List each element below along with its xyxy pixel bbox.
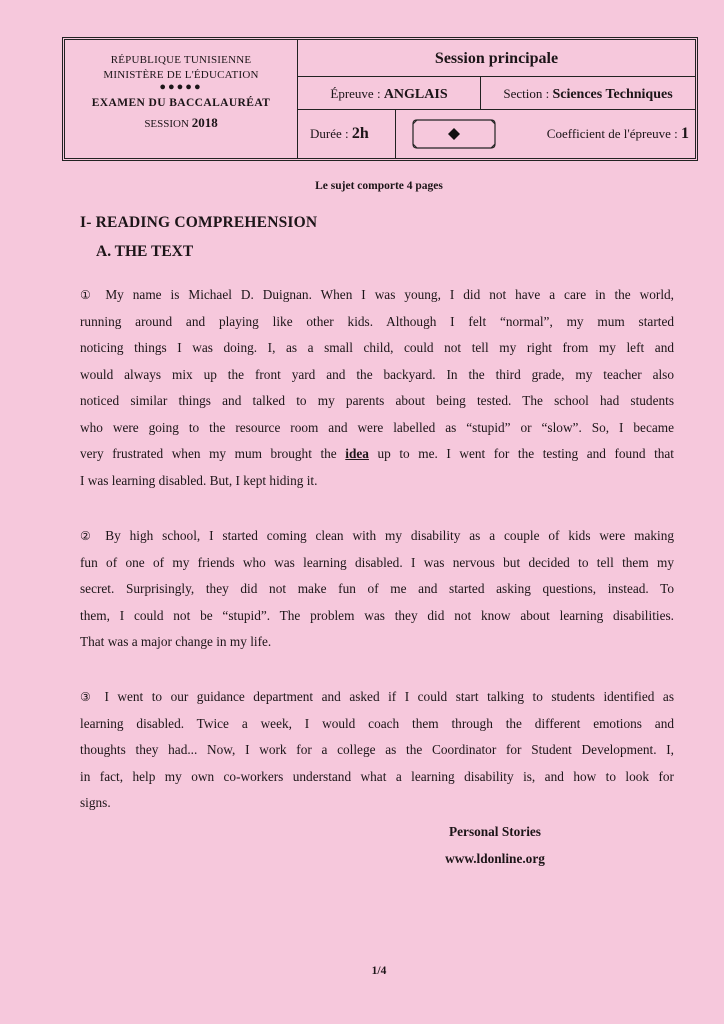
paragraph-line: ② By high school, I started coming clean with my disability as a couple of kids were making <box>80 528 674 543</box>
coefficient-value: 1 <box>681 125 689 142</box>
duree-field: Durée : 2h <box>298 110 396 158</box>
paragraph-2 <box>80 523 674 656</box>
paragraph-line: would always mix up the front yard and the backyard. In the third grade, my teacher also <box>80 366 674 382</box>
paragraph-number: ① <box>80 288 97 302</box>
paragraph-line: running around and playing like other kids. Although I felt “normal”, my mum started <box>80 313 674 329</box>
epreuve-value: ANGLAIS <box>383 87 448 102</box>
duration-row <box>298 110 695 158</box>
section-value: Sciences Techniques <box>552 87 673 102</box>
paragraph-line: secret. Surprisingly, they did not make fun of me and started asking questions, instead. To <box>80 581 674 596</box>
paragraph-number: ② <box>80 529 97 543</box>
subject-page-count: Le sujet comporte 4 pages <box>315 180 443 192</box>
source-url: www.ldonline.org <box>445 851 545 866</box>
paragraph-line: them, I could not be “stupid”. The problem was they did not know about learning disabilities. <box>80 607 674 623</box>
session-year: SESSION 2018 <box>144 115 218 130</box>
paragraph-line: signs. <box>80 795 111 810</box>
page-number: 1/4 <box>371 965 387 977</box>
section-field: Section : Sciences Techniques <box>503 86 673 102</box>
paragraph-line: noticing things I was doing. I, as a small child, could not tell my right from my left and <box>80 340 674 355</box>
section-title: I- READING COMPREHENSION <box>80 214 318 231</box>
diamond-icon <box>411 118 497 150</box>
paragraph-line: thoughts they had... Now, I work for a college as the Coordinator for Student Development. I, <box>80 742 674 757</box>
epreuve-field: Épreuve : ANGLAIS <box>298 77 481 109</box>
source-title: Personal Stories <box>449 824 541 839</box>
ministry-block <box>65 40 298 158</box>
subject-row <box>298 77 695 110</box>
paragraph-line: ③ I went to our guidance department and asked if I could start talking to students identified as <box>80 689 674 704</box>
ministry-name: MINISTÈRE DE L'ÉDUCATION <box>103 69 259 81</box>
paragraph-line: I was learning disabled. But, I kept hiding it. <box>80 472 318 488</box>
underlined-word: idea <box>345 446 369 461</box>
session-type: Session principale <box>298 40 695 77</box>
exam-name: EXAMEN DU BACCALAURÉAT <box>91 97 271 109</box>
duree-value: 2h <box>351 125 369 142</box>
paragraph-1 <box>80 282 674 494</box>
paragraph-line: in fact, help my own co-workers understand what a learning disability is, and how to look for <box>80 768 674 784</box>
paragraph-line: who were going to the resource room and were labelled as “stupid” or “slow”. So, I became <box>80 419 674 435</box>
subsection-title: A. THE TEXT <box>96 243 194 260</box>
coefficient-field: Coefficient de l'épreuve : 1 <box>546 125 689 142</box>
paragraph-3 <box>80 684 674 817</box>
country-name: RÉPUBLIQUE TUNISIENNE <box>110 54 252 66</box>
paragraph-line: learning disabled. Twice a week, I would coach them through the different emotions and <box>80 715 674 731</box>
paragraph-line: very frustrated when my mum brought the idea up to me. I went for the testing and found that <box>80 446 675 461</box>
paragraph-line: noticed similar things and talked to my parents about being tested. The school had students <box>80 393 674 408</box>
separator-dots: ●●●●● <box>159 81 203 93</box>
paragraph-line: ① My name is Michael D. Duignan. When I was young, I did not have a care in the world, <box>80 287 674 302</box>
paragraph-line: That was a major change in my life. <box>80 634 272 649</box>
exam-info-block <box>298 40 695 158</box>
paragraph-line: fun of one of my friends who was learning disabled. I was nervous but decided to tell them my <box>80 554 674 570</box>
exam-header-box <box>62 37 698 161</box>
paragraph-number: ③ <box>80 690 96 704</box>
